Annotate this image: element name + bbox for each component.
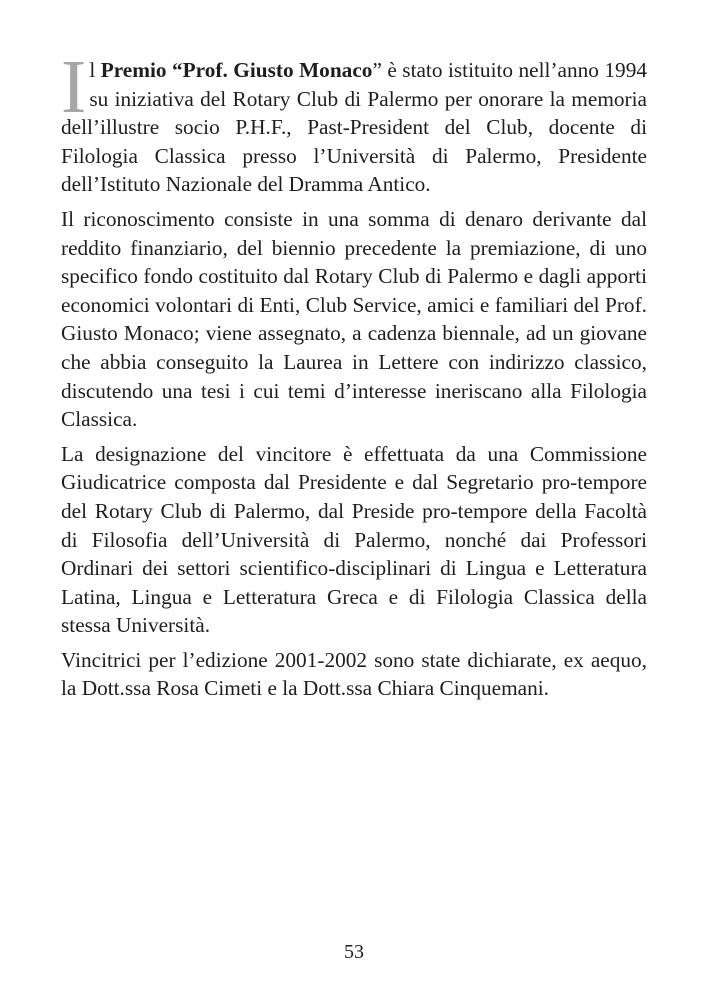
paragraph-winners: Vincitrici per l’edizione 2001-2002 sono state dichiarate, ex aequo, la Dott.ssa Rosa Cimeti e la Dott.ssa Chiara Cinquemani. [61, 647, 647, 701]
paragraph-prize-description: Il riconoscimento consiste in una somma di denaro derivante dal reddito finanziario, del biennio precedente la premiazione, di uno specifico fondo costituito dal Rotary Club di Palermo e dagli apporti economici volontari di Enti, Club Service, amici e familiari del Prof. Giusto Monaco; viene assegnato, a cadenza biennale, ad un giovane che abbia conseguito la Laurea in Lettere con indirizzo classico, discutendo una tesi i cui temi d’interesse ineriscano alla Filologia Classica. [61, 206, 647, 432]
intro-lead-text: l [89, 58, 101, 82]
paragraph-jury: La designazione del vincitore è effettuata da una Commissione Giudicatrice composta dal Presidente e dal Segretario pro-tempore del Rotary Club di Palermo, dal Preside pro-tempore della Facoltà di Filosofia dell’Università di Palermo, nonché dai Professori Ordinari dei settori scientifico-disciplinari di Lingua e Letteratura Latina, Lingua e Letteratura Greca e di Filologia Classica della stessa Università. [61, 441, 647, 638]
drop-cap-letter: I [61, 45, 87, 129]
page-number: 53 [344, 941, 364, 963]
page-body [61, 45, 648, 709]
intro-body-text: ” è stato istituito nell’anno 1994 su iniziativa del Rotary Club di Palermo per onorare la memoria dell’illustre socio P.H.F., Past-President del Club, docente di Filologia Classica presso l’Università di Palermo, Presidente dell’Istituto Nazionale del Dramma Antico. [61, 58, 648, 197]
paragraph-intro [61, 45, 648, 199]
award-name: Premio “Prof. Giusto Monaco [100, 58, 373, 82]
